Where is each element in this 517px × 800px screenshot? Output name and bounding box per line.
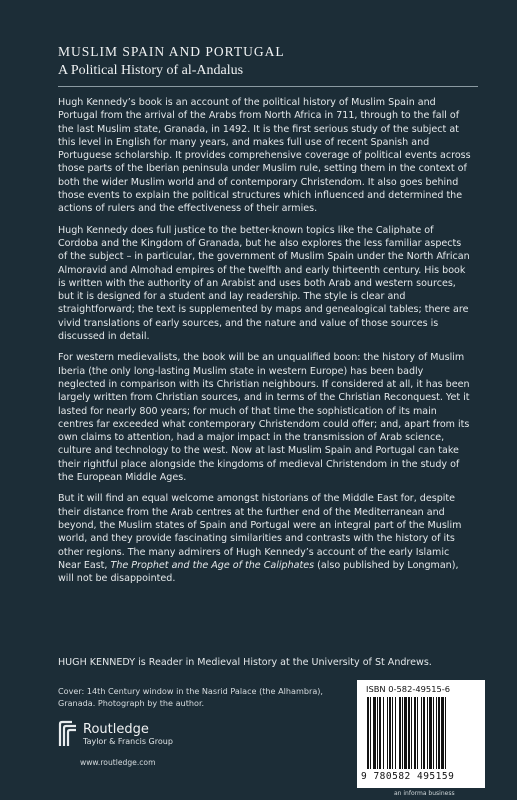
blurb-paragraph-4-start: But it will find an equal welcome amongst historians of the Middle East for, despite their distance from the Arab centres at the further end of the Mediterranean and beyond, the Muslim states of Spain and Portugal were an integral part of the Muslim world, and they provide fascinating similarities and contrasts with the history of its other regions. The many admirers of Hugh Kennedy’s account of the early Islamic Near East, xyxy=(58,493,462,571)
publisher-group: Taylor & Francis Group xyxy=(83,736,173,746)
informa-tagline: an informa business xyxy=(394,790,455,797)
book-subtitle: A Political History of al-Andalus xyxy=(58,63,244,78)
book-title: MUSLIM SPAIN AND PORTUGAL xyxy=(58,44,285,59)
blurb-paragraph-2: Hugh Kennedy does full justice to the better-known topics like the Caliphate of Cordoba and the Kingdom of Granada, but he also explores the less familiar aspects of the subject – in particular, the government of Muslim Spain under the North African Almoravid and Almohad empires of the twelfth and early thirteenth century. His book is written with the authority of an Arabist and uses both Arab and western sources, but it is designed for a student and lay readership. The style is clear and straightforward; the text is supplemented by maps and genealogical tables; there are vivid translations of early sources, and the nature and value of those sources is discussed in detail. xyxy=(58,224,470,343)
publisher-logo xyxy=(58,717,173,751)
barcode-panel xyxy=(357,680,485,788)
blurb xyxy=(58,96,473,593)
cover-credit: Cover: 14th Century window in the Nasrid Palace (the Alhambra), Granada. Photograph by the author. xyxy=(58,686,324,708)
blurb-paragraph-3: For western medievalists, the book will be an unqualified boon: the history of Muslim Iberia (the only long-lasting Muslim state in western Europe) has been badly neglected in comparison with its Christian neighbours. If considered at all, it has been largely written from Christian sources, and in terms of the Christian Reconquest. Yet it lasted for nearly 800 years; for much of that time the sophistication of its main centres far exceeded what contemporary Christendom could offer; and, apart from its own claims to attention, had a major impact in the transmission of Arab science, culture and technology to the west. Now at last Muslim Spain and Portugal can take their rightful place alongside the kingdoms of medieval Christendom in the study of the European Middle Ages. xyxy=(58,352,470,484)
blurb-paragraph-4-end: (also published by Longman), will not be disappointed. xyxy=(58,559,459,585)
publisher-text xyxy=(83,722,173,747)
title-block xyxy=(58,43,478,80)
routledge-logo-icon xyxy=(58,720,78,748)
blurb-paragraph-4 xyxy=(58,492,473,585)
barcode-icon xyxy=(365,697,477,769)
title-divider xyxy=(58,86,478,87)
book-reference-title: The Prophet and the Age of the Caliphates xyxy=(110,559,315,571)
isbn-label: ISBN 0-582-49515-6 xyxy=(366,684,451,694)
barcode-digits: 9 780582 495159 xyxy=(361,771,455,782)
publisher-url[interactable]: www.routledge.com xyxy=(80,758,156,767)
publisher-name: Routledge xyxy=(83,721,149,737)
author-bio: HUGH KENNEDY is Reader in Medieval History at the University of St Andrews. xyxy=(58,657,432,668)
blurb-paragraph-1: Hugh Kennedy’s book is an account of the political history of Muslim Spain and Portugal from the arrival of the Arabs from North Africa in 711, through to the fall of the last Muslim state, Granada, in 1492. It is the first serious study of the subject at this level in English for many years, and makes full use of recent Spanish and Portuguese scholarship. It provides comprehensive coverage of political events across those parts of the Iberian peninsula under Muslim rule, setting them in the context of both the wider Muslim world and of contemporary Christendom. It also goes behind those events to explain the political structures which influenced and determined the actions of rulers and the effectiveness of their armies. xyxy=(58,97,471,215)
